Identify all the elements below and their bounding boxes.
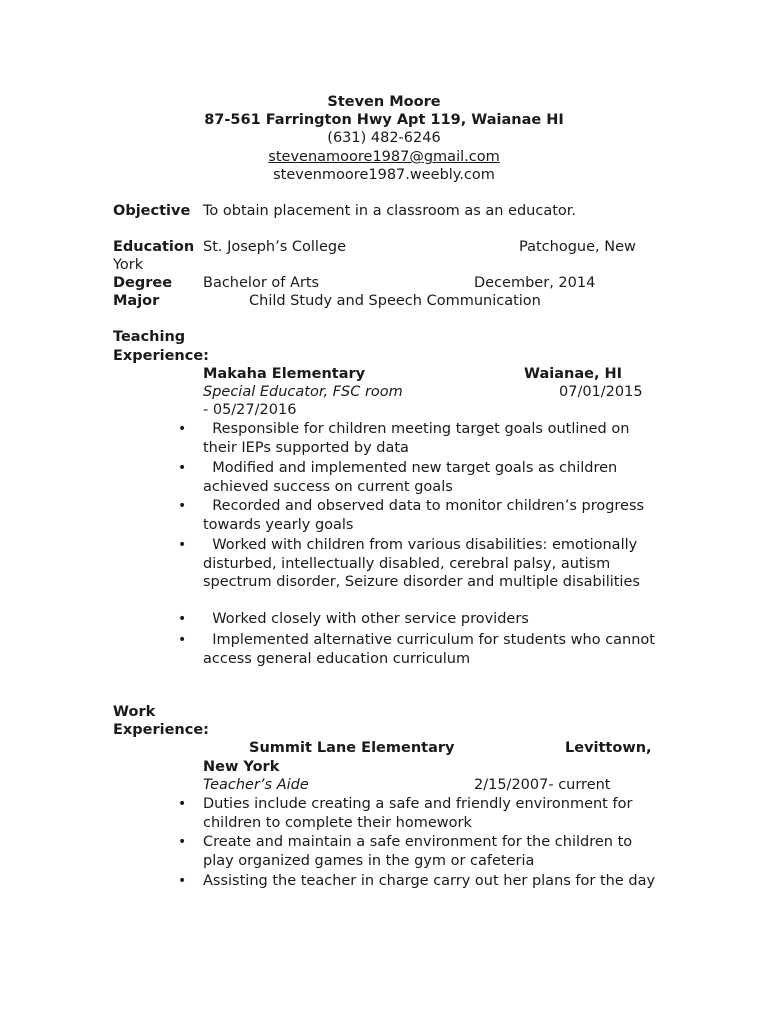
work-date: 2/15/2007- current xyxy=(474,777,611,793)
teaching-label: Teaching xyxy=(113,329,186,345)
work-location-continued: New York xyxy=(203,759,280,775)
applicant-email-row xyxy=(0,148,768,166)
work-title: Teacher’s Aide xyxy=(203,777,309,793)
work-location: Levittown, xyxy=(565,740,652,756)
applicant-email-link[interactable]: stevenamoore1987@gmail.com xyxy=(268,149,500,165)
bullet-icon: • xyxy=(178,421,187,437)
teaching-employer: Makaha Elementary xyxy=(203,366,366,382)
list-item-text: Recorded and observed data to monitor children’s progress towards yearly goals xyxy=(203,498,645,533)
objective-label: Objective xyxy=(113,203,191,219)
education-school: St. Joseph’s College xyxy=(203,239,346,255)
list-item-text: Modified and implemented new target goals as children achieved success on current goals xyxy=(203,460,618,495)
teaching-label-continued: Experience: xyxy=(113,348,209,364)
education-label: Education xyxy=(113,239,195,255)
applicant-website: stevenmoore1987.weebly.com xyxy=(273,167,495,183)
list-item-text: Duties include creating a safe and friendly environment for children to complete their homework xyxy=(203,796,633,831)
bullet-icon: • xyxy=(178,460,187,476)
work-label: Work xyxy=(113,704,156,720)
bullet-icon: • xyxy=(178,537,187,553)
bullet-icon: • xyxy=(178,796,187,812)
bullet-icon: • xyxy=(178,632,187,648)
bullet-icon: • xyxy=(178,873,187,889)
degree-label: Degree xyxy=(113,275,173,291)
work-employer: Summit Lane Elementary xyxy=(249,740,455,756)
bullet-icon: • xyxy=(178,498,187,514)
degree-date: December, 2014 xyxy=(474,275,596,291)
applicant-name: Steven Moore xyxy=(327,94,441,110)
objective-text: To obtain placement in a classroom as an educator. xyxy=(203,203,577,219)
work-label-continued: Experience: xyxy=(113,722,209,738)
list-item-text: Responsible for children meeting target goals outlined on their IEPs supported by data xyxy=(203,421,630,456)
applicant-phone: (631) 482-6246 xyxy=(327,130,441,146)
teaching-title: Special Educator, FSC room xyxy=(203,384,403,400)
education-location: Patchogue, New xyxy=(519,239,636,255)
degree-value: Bachelor of Arts xyxy=(203,275,320,291)
teaching-date-start: 07/01/2015 xyxy=(559,384,643,400)
bullet-icon: • xyxy=(178,834,187,850)
education-location-continued: York xyxy=(113,257,144,273)
list-item-text: Assisting the teacher in charge carry out her plans for the day xyxy=(203,873,656,889)
major-value: Child Study and Speech Communication xyxy=(249,293,541,309)
list-item-text: Create and maintain a safe environment for the children to play organized games in the gym or cafeteria xyxy=(203,834,633,869)
list-item-text: Worked closely with other service providers xyxy=(203,611,529,627)
major-label: Major xyxy=(113,293,160,309)
bullet-icon: • xyxy=(178,611,187,627)
list-item-text: Implemented alternative curriculum for students who cannot access general education curriculum xyxy=(203,632,655,667)
teaching-location: Waianae, HI xyxy=(524,366,623,382)
applicant-address: 87-561 Farrington Hwy Apt 119, Waianae HI xyxy=(204,112,564,128)
list-item-text: Worked with children from various disabilities: emotionally disturbed, intellectually disabled, cerebral palsy, autism spectrum disorder, Seizure disorder and multiple disabilities xyxy=(203,537,640,590)
teaching-date-end: - 05/27/2016 xyxy=(203,402,297,418)
